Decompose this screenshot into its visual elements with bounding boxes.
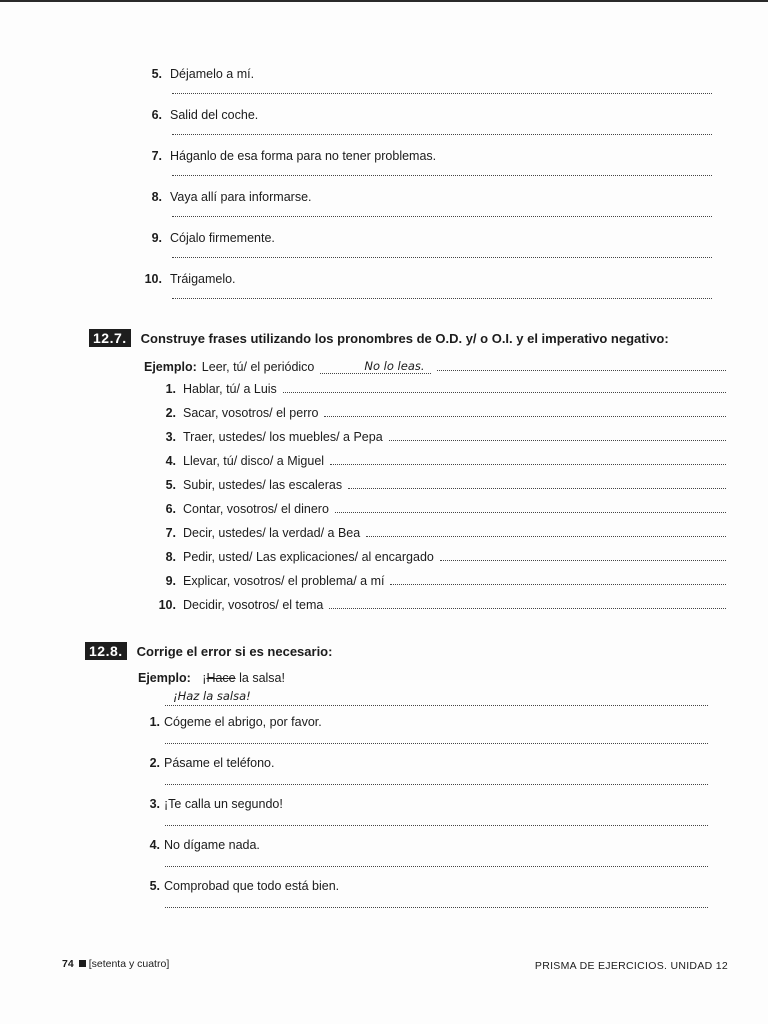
list-item <box>0 149 768 190</box>
answer-line[interactable] <box>172 93 712 94</box>
item-number: 3. <box>149 797 160 811</box>
item-text: Explicar, vosotros/ el problema/ a mí <box>183 574 385 588</box>
item-text: Contar, vosotros/ el dinero <box>183 502 329 516</box>
section-number-badge: 12.7. <box>89 329 131 347</box>
section-title: Corrige el error si es necesario: <box>136 643 333 659</box>
item-text: Cójalo firmemente. <box>170 231 275 245</box>
answer-line[interactable] <box>172 298 712 299</box>
answer-line[interactable] <box>348 488 726 489</box>
item-number: 1. <box>149 715 160 729</box>
answer-line[interactable] <box>165 866 708 867</box>
example-row <box>144 350 726 374</box>
item-text: Sacar, vosotros/ el perro <box>183 406 319 420</box>
example-answer: No lo leas. <box>320 359 430 374</box>
answer-line[interactable] <box>172 175 712 176</box>
list-item <box>150 492 726 516</box>
item-number: 2. <box>165 406 176 420</box>
example-row <box>138 671 285 685</box>
answer-line[interactable] <box>390 584 726 585</box>
item-number: 7. <box>151 149 162 163</box>
item-number: 5. <box>149 879 160 893</box>
answer-line[interactable] <box>440 560 726 561</box>
answer-line <box>437 370 726 371</box>
answer-line[interactable] <box>172 134 712 135</box>
square-bullet-icon <box>79 960 86 967</box>
list-item <box>150 444 726 468</box>
item-number: 5. <box>165 478 176 492</box>
example-struck-word: Hace <box>206 671 236 685</box>
exercise-continued <box>0 67 768 313</box>
answer-line[interactable] <box>329 608 726 609</box>
list-item <box>150 588 726 612</box>
section-number-badge: 12.8. <box>85 642 127 660</box>
list-item <box>150 372 726 396</box>
list-item <box>0 67 768 108</box>
answer-line[interactable] <box>165 907 708 908</box>
item-text: ¡Te calla un segundo! <box>164 797 283 811</box>
item-number: 2. <box>149 756 160 770</box>
answer-line[interactable] <box>283 392 726 393</box>
list-item <box>0 879 768 920</box>
item-text: Pedir, usted/ Las explicaciones/ al encargado <box>183 550 434 564</box>
item-text: Háganlo de esa forma para no tener problemas. <box>170 149 437 163</box>
page-number-words: [setenta y cuatro] <box>88 958 170 970</box>
item-number: 5. <box>151 67 162 81</box>
item-text: Tráigamelo. <box>170 272 236 286</box>
item-number: 1. <box>165 382 176 396</box>
item-text: Llevar, tú/ disco/ a Miguel <box>183 454 325 468</box>
item-text: Decir, ustedes/ la verdad/ a Bea <box>183 526 361 540</box>
item-text: Pásame el teléfono. <box>164 756 275 770</box>
example-rest: la salsa! <box>235 671 285 685</box>
item-text: Traer, ustedes/ los muebles/ a Pepa <box>183 430 383 444</box>
answer-line[interactable] <box>172 257 712 258</box>
example-prompt: Leer, tú/ el periódico <box>201 360 315 374</box>
list-item <box>150 564 726 588</box>
exercise-12-8-items <box>0 715 768 920</box>
item-text: Salid del coche. <box>170 108 259 122</box>
item-text: Hablar, tú/ a Luis <box>183 382 277 396</box>
list-item <box>0 108 768 149</box>
answer-line[interactable] <box>172 216 712 217</box>
item-number: 6. <box>165 502 176 516</box>
list-item <box>0 231 768 272</box>
answer-line[interactable] <box>366 536 726 537</box>
item-number: 8. <box>151 190 162 204</box>
answer-line[interactable] <box>324 416 726 417</box>
list-item <box>0 715 768 756</box>
example-open: ¡ <box>202 671 207 685</box>
list-item <box>150 420 726 444</box>
page-number: 74 <box>62 958 74 970</box>
answer-line[interactable] <box>335 512 726 513</box>
item-number: 4. <box>149 838 160 852</box>
item-number: 10. <box>158 598 176 612</box>
item-text: Déjamelo a mí. <box>170 67 255 81</box>
item-number: 8. <box>165 550 176 564</box>
example-label: Ejemplo: <box>144 360 197 374</box>
item-number: 4. <box>165 454 176 468</box>
example-answer-line <box>165 705 708 706</box>
answer-line[interactable] <box>389 440 726 441</box>
section-heading <box>89 329 669 347</box>
answer-line[interactable] <box>165 784 708 785</box>
answer-line[interactable] <box>165 825 708 826</box>
example-answer: ¡Haz la salsa! <box>173 689 251 703</box>
book-title-footer: PRISMA DE EJERCICIOS. UNIDAD 12 <box>534 960 728 972</box>
list-item <box>150 396 726 420</box>
page-footer-left <box>62 958 169 970</box>
answer-line[interactable] <box>165 743 708 744</box>
item-number: 10. <box>144 272 162 286</box>
item-number: 9. <box>151 231 162 245</box>
section-heading <box>85 642 332 660</box>
item-text: Vaya allí para informarse. <box>170 190 312 204</box>
item-number: 6. <box>151 108 162 122</box>
item-text: Decidir, vosotros/ el tema <box>183 598 324 612</box>
list-item <box>150 540 726 564</box>
list-item <box>150 468 726 492</box>
list-item <box>0 190 768 231</box>
list-item <box>0 797 768 838</box>
item-text: Subir, ustedes/ las escaleras <box>183 478 343 492</box>
top-border <box>0 0 768 2</box>
example-label: Ejemplo: <box>138 671 191 685</box>
item-text: Comprobad que todo está bien. <box>164 879 340 893</box>
section-title: Construye frases utilizando los pronombres de O.D. y/ o O.I. y el imperativo negativo: <box>140 330 669 346</box>
item-number: 7. <box>165 526 176 540</box>
list-item <box>0 756 768 797</box>
item-text: No dígame nada. <box>164 838 260 852</box>
answer-line[interactable] <box>330 464 726 465</box>
list-item <box>0 272 768 313</box>
item-number: 3. <box>165 430 176 444</box>
list-item <box>150 516 726 540</box>
item-number: 9. <box>165 574 176 588</box>
list-item <box>0 838 768 879</box>
item-text: Cógeme el abrigo, por favor. <box>164 715 322 729</box>
